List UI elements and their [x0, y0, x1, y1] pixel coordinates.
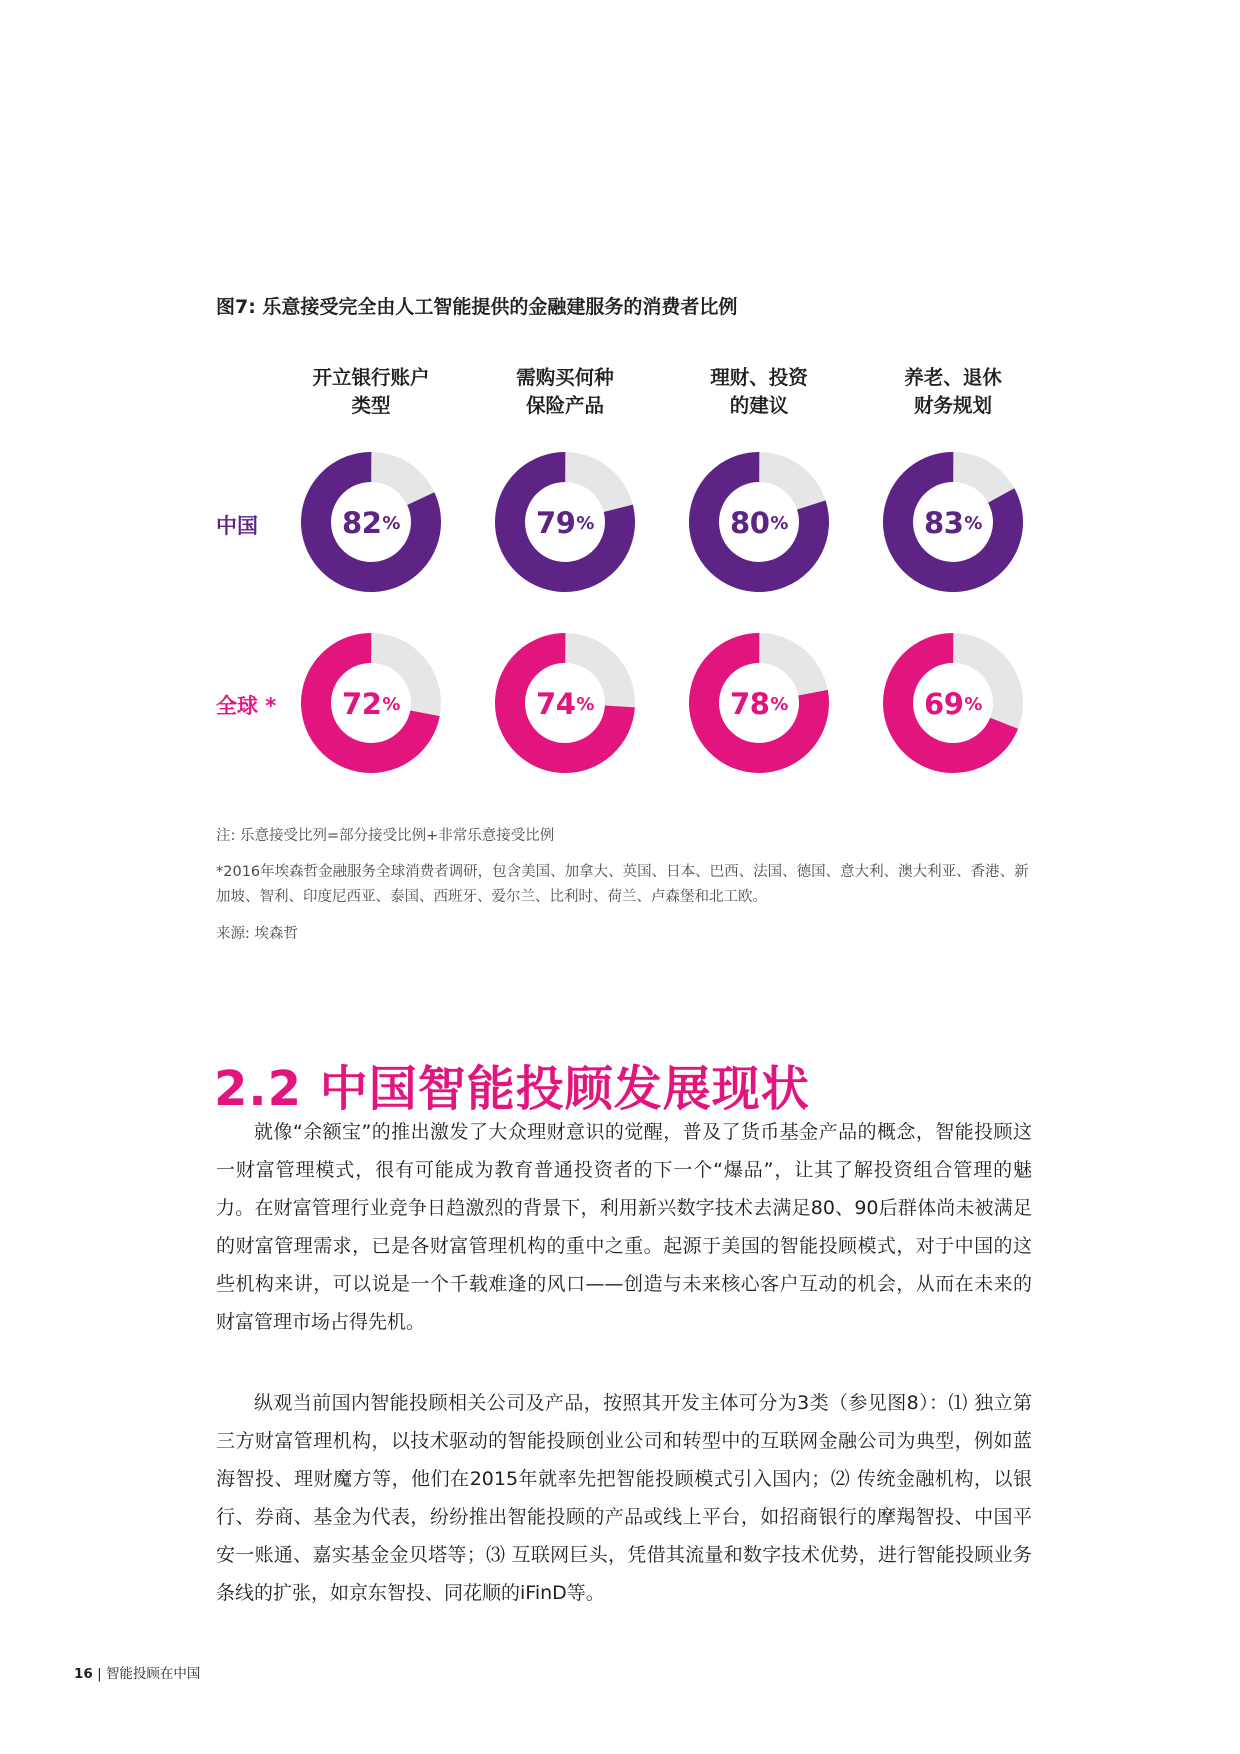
column-header-2 [475, 364, 655, 420]
donut-value-label [495, 633, 635, 773]
body-paragraph-2: 纵观当前国内智能投顾相关公司及产品，按照其开发主体可分为3类（参见图8）：⑴ 独立第三方财富管理机构，以技术驱动的智能投顾创业公司和转型中的互联网金融公司为典型，例如蓝海智投、理财魔方等，他们在2015年就率先把智能投顾模式引入国内；⑵ 传统金融机构，以银行、券商、基金为代表，纷纷推出智能投顾的产品或线上平台，如招商银行的摩羯智投、中国平安一账通、嘉实基金金贝塔等；⑶ 互联网巨头，凭借其流量和数字技术优势，进行智能投顾业务条线的扩张，如京东智投、同花顺的iFinD等。 [216, 1392, 1032, 1604]
donut-china-4 [883, 452, 1023, 592]
donut-value: 83 [924, 506, 964, 540]
donut-value-label [883, 633, 1023, 773]
percent-sign: % [576, 512, 594, 534]
figure-source: 来源: 埃森哲 [216, 926, 298, 942]
body-paragraph-1: 就像“余额宝”的推出激发了大众理财意识的觉醒，普及了货币基金产品的概念，智能投顾这一财富管理模式，很有可能成为教育普通投资者的下一个“爆品”，让其了解投资组合管理的魅力。在财富管理行业竞争日趋激烈的背景下，利用新兴数字技术去满足80、90后群体尚未被满足的财富管理需求，已是各财富管理机构的重中之重。起源于美国的智能投顾模式，对于中国的这些机构来讲，可以说是一个千载难逢的风口——创造与未来核心客户互动的机会，从而在未来的财富管理市场占得先机。 [216, 1121, 1032, 1333]
column-header-line: 类型 [351, 394, 391, 417]
column-header-3 [669, 364, 849, 420]
donut-china-1 [301, 452, 441, 592]
donut-global-1 [301, 633, 441, 773]
section-heading: 2.2 中国智能投顾发展现状 [214, 1061, 810, 1117]
column-header-1 [281, 364, 461, 420]
donut-value: 82 [342, 506, 382, 540]
percent-sign: % [382, 693, 400, 715]
percent-sign: % [382, 512, 400, 534]
column-header-line: 财务规划 [913, 394, 992, 417]
donut-value: 79 [536, 506, 576, 540]
percent-sign: % [770, 512, 788, 534]
donut-value: 69 [924, 687, 964, 721]
figure-note: 注: 乐意接受比列=部分接受比例+非常乐意接受比例 [216, 828, 555, 844]
donut-value-label [495, 452, 635, 592]
donut-value: 78 [730, 687, 770, 721]
percent-sign: % [964, 693, 982, 715]
donut-china-2 [495, 452, 635, 592]
page-number: 16 [74, 1666, 93, 1682]
donut-value-label [689, 452, 829, 592]
percent-sign: % [576, 693, 594, 715]
column-header-line: 理财、投资 [710, 366, 808, 389]
donut-global-4 [883, 633, 1023, 773]
figure-title: 图7: 乐意接受完全由人工智能提供的金融建服务的消费者比例 [216, 296, 738, 318]
percent-sign: % [964, 512, 982, 534]
footer-doc-title: 智能投顾在中国 [105, 1666, 201, 1682]
column-header-4 [863, 364, 1043, 420]
donut-value: 74 [536, 687, 576, 721]
row-label-china: 中国 [216, 514, 258, 538]
donut-value: 72 [342, 687, 382, 721]
column-header-line: 的建议 [729, 394, 789, 417]
donut-value-label [883, 452, 1023, 592]
donut-china-3 [689, 452, 829, 592]
footer-separator: | [92, 1666, 106, 1682]
donut-value-label [689, 633, 829, 773]
figure-footnote: *2016年埃森哲金融服务全球消费者调研，包含美国、加拿大、英国、日本、巴西、法国、德国、意大利、澳大利亚、香港、新加坡、智利、印度尼西亚、泰国、西班牙、爱尔兰、比利时、荷兰、卢森堡和北工欧。 [216, 864, 1029, 905]
page-footer [74, 1662, 200, 1682]
column-header-line: 保险产品 [525, 394, 604, 417]
row-label-global: 全球 * [216, 694, 277, 718]
donut-value-label [301, 633, 441, 773]
donut-value-label [301, 452, 441, 592]
column-header-line: 养老、退休 [904, 366, 1002, 389]
percent-sign: % [770, 693, 788, 715]
column-header-line: 需购买何种 [516, 366, 614, 389]
column-header-line: 开立银行账户 [312, 366, 430, 389]
donut-value: 80 [730, 506, 770, 540]
donut-global-2 [495, 633, 635, 773]
donut-global-3 [689, 633, 829, 773]
